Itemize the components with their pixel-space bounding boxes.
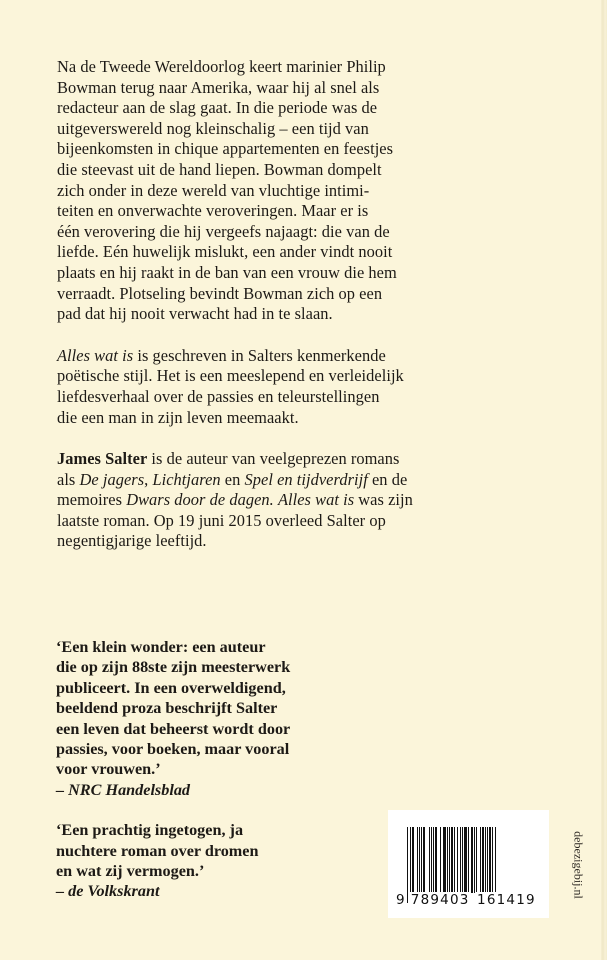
quote-line: beeldend proza beschrijft Salter <box>56 699 278 718</box>
barcode-bar <box>468 827 469 893</box>
cover-edge-strip <box>601 0 607 960</box>
book-title: Alles wat is <box>57 345 134 365</box>
blurb-line: Na de Tweede Wereldoorlog keert marinier Philip <box>57 57 386 76</box>
barcode-bar <box>487 827 488 893</box>
blurb-line: verraadt. Plotseling bevindt Bowman zich op een <box>57 283 383 303</box>
barcode-bar <box>431 827 432 893</box>
blurb-paragraph-author-bio <box>57 449 427 552</box>
blurb-line: plaats en hij raakt in de ban van een vrouw die hem <box>57 262 397 282</box>
quote-line: passies, voor boeken, maar vooral <box>56 740 290 759</box>
barcode-bar <box>485 827 486 893</box>
paragraph-spacer <box>57 325 427 346</box>
book-title: De jagers <box>79 469 145 489</box>
blurb-line: negentigjarige leeftijd. <box>57 531 207 551</box>
quote-source: – de Volkskrant <box>56 882 160 901</box>
barcode-bar <box>474 827 475 893</box>
barcode-bar <box>471 827 473 893</box>
press-quotes <box>56 637 356 902</box>
blurb-line: pad dat hij nooit verwacht had in te slaan. <box>57 304 333 324</box>
blurb-text: was zijn <box>354 490 413 510</box>
book-title: Alles wat is <box>277 490 355 510</box>
blurb-line: redacteur aan de slag gaat. In die periode was de <box>57 98 378 118</box>
isbn-group-right: 161419 <box>477 892 536 908</box>
barcode-bar <box>489 827 491 893</box>
press-quote-nrc <box>56 637 356 800</box>
quote-line: en wat zij vermogen.’ <box>56 862 205 881</box>
quote-source: – NRC Handelsblad <box>56 780 191 799</box>
blurb-text: en <box>220 469 245 489</box>
barcode-bar <box>464 827 467 893</box>
quote-line: een leven dat beheerst wordt door <box>56 719 291 738</box>
book-title: Spel en tijdverdrijf <box>244 469 368 489</box>
blurb-line: Bowman terug naar Amerika, waar hij al snel als <box>57 77 380 97</box>
quote-line: publiceert. In een overweldigend, <box>56 678 286 697</box>
blurb-line: teiten en onverwachte veroveringen. Maar er is <box>57 201 369 221</box>
blurb-line: één verovering die hij vergeefs najaagt: die van de <box>57 221 390 241</box>
barcode-bar <box>449 827 450 893</box>
press-quote-volkskrant <box>56 820 356 902</box>
blurb-line: bijeenkomsten in chique appartementen en feestjes <box>57 139 394 159</box>
barcode-bar <box>429 827 430 893</box>
barcode-bar <box>417 827 418 893</box>
isbn-number <box>396 892 537 908</box>
isbn-barcode <box>388 810 549 918</box>
book-title: Dwars door de dagen. <box>126 490 274 510</box>
blurb-line: die een man in zijn leven meemaakt. <box>57 407 299 427</box>
blurb-line: laatste roman. Op 19 juni 2015 overleed Salter op <box>57 510 386 530</box>
publisher-website: debezigebij.nl <box>571 831 586 899</box>
barcode-bar <box>412 827 414 893</box>
barcode-bar <box>443 827 446 893</box>
book-title: Lichtjaren <box>152 469 221 489</box>
barcode-bar <box>423 827 425 893</box>
barcode-bar <box>451 827 453 893</box>
paragraph-spacer <box>57 428 427 449</box>
blurb-line: zich onder in deze wereld van vluchtige intimi- <box>57 180 370 200</box>
quote-line: ‘Een prachtig ingetogen, ja <box>56 821 244 840</box>
blurb-paragraph-synopsis <box>57 57 427 325</box>
blurb-line: uitgeverswereld nog kleinschalig – een tijd van <box>57 118 369 138</box>
blurb-line <box>57 346 427 367</box>
barcode-bar <box>460 827 461 893</box>
barcode-bar <box>433 827 434 893</box>
blurb-line: die steevast uit de hand liepen. Bowman dompelt <box>57 159 382 179</box>
quote-line: die op zijn 88ste zijn meesterwerk <box>56 658 291 677</box>
barcode-bar <box>480 827 481 893</box>
blurb-line <box>57 449 427 470</box>
blurb-text: memoires <box>57 490 127 510</box>
book-blurb <box>57 57 427 552</box>
isbn-first-digit: 9 <box>396 892 406 908</box>
quote-line: ‘Een klein wonder: een auteur <box>56 638 266 656</box>
blurb-text: als <box>57 469 80 489</box>
blurb-line: liefdesverhaal over de passies en teleurstellingen <box>57 386 380 406</box>
blurb-line: poëtische stijl. Het is een meeslepend en verleidelijk <box>57 366 404 386</box>
barcode-bar <box>462 827 463 893</box>
barcode-bar <box>476 827 477 893</box>
barcode-bar <box>419 827 420 893</box>
blurb-text: is geschreven in Salters kenmerkende <box>133 345 386 365</box>
barcode-bar <box>440 827 441 893</box>
barcode-bar <box>447 827 448 893</box>
barcode-bar <box>435 827 437 893</box>
blurb-line <box>57 470 427 491</box>
blurb-line: liefde. Eén huwelijk mislukt, een ander vindt nooit <box>57 242 393 262</box>
blurb-line <box>57 490 427 511</box>
blurb-paragraph-style <box>57 346 427 428</box>
isbn-group-left: 789403 <box>410 892 470 908</box>
barcode-bar <box>482 827 484 893</box>
blurb-text: is de auteur van veelgeprezen romans <box>147 449 400 469</box>
quote-line: voor vrouwen.’ <box>56 760 161 779</box>
blurb-text: , <box>144 469 153 489</box>
author-name: James Salter <box>57 449 148 469</box>
quote-spacer <box>56 800 356 820</box>
quote-line: nuchtere roman over dromen <box>56 841 259 860</box>
barcode-bar <box>421 827 422 893</box>
blurb-text: en de <box>367 469 408 489</box>
